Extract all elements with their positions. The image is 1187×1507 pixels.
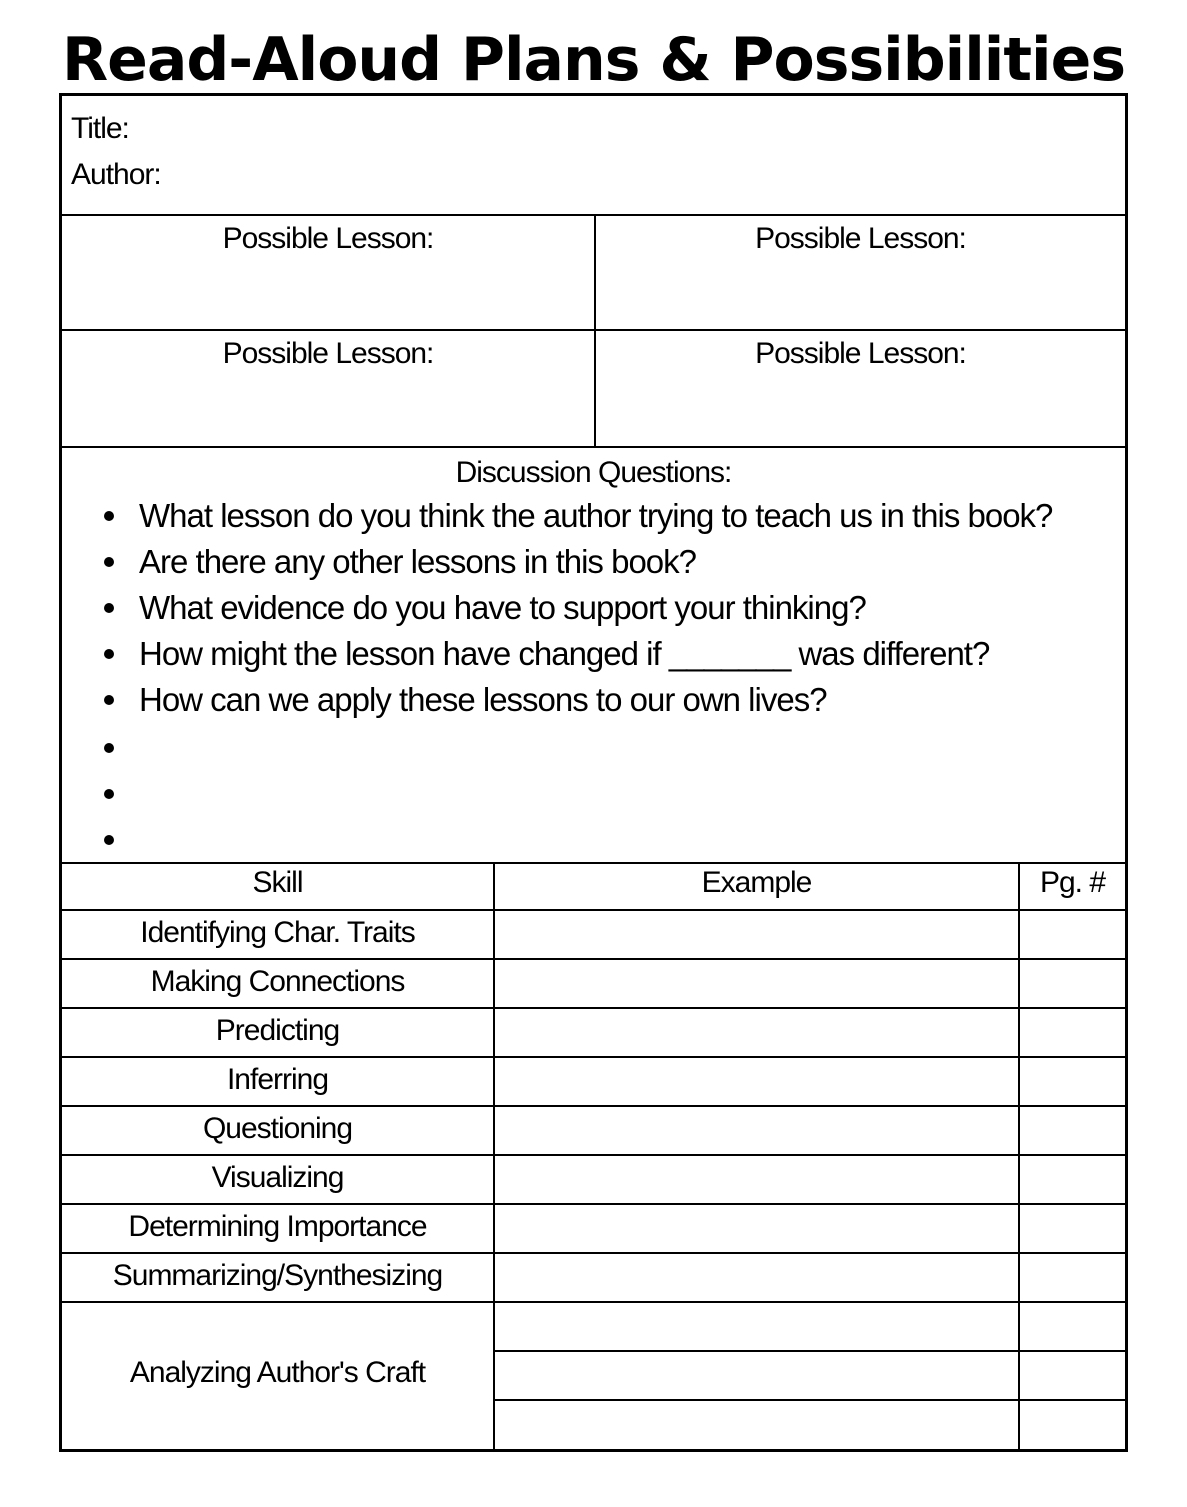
row-divider bbox=[62, 909, 1125, 911]
row-divider bbox=[62, 1154, 1125, 1156]
bullet-icon bbox=[104, 695, 114, 705]
skill-column-header: Skill bbox=[252, 866, 303, 899]
bullet-icon bbox=[104, 603, 114, 613]
page-column-header: Pg. # bbox=[1039, 866, 1106, 899]
question-text: What lesson do you think the author trying to teach us in this book? bbox=[139, 497, 1053, 534]
title-label: Title: bbox=[71, 112, 129, 145]
row-divider bbox=[62, 1203, 1125, 1205]
row-divider bbox=[62, 1252, 1125, 1254]
possible-lesson-box bbox=[62, 331, 596, 446]
skill-label: Predicting bbox=[215, 1014, 340, 1047]
possible-lesson-label: Possible Lesson: bbox=[755, 337, 966, 370]
question-text: What evidence do you have to support your thinking? bbox=[139, 589, 866, 626]
row-divider bbox=[493, 1350, 1125, 1352]
possible-lesson-box bbox=[596, 216, 1125, 331]
possible-lesson-box bbox=[62, 216, 596, 331]
question-item bbox=[104, 820, 139, 860]
skill-table bbox=[62, 862, 1125, 1449]
skill-label: Analyzing Author's Craft bbox=[129, 1356, 426, 1389]
question-text: How can we apply these lessons to our own lives? bbox=[139, 681, 827, 718]
worksheet-frame bbox=[59, 93, 1128, 1452]
possible-lesson-label: Possible Lesson: bbox=[755, 222, 966, 255]
question-text: Are there any other lessons in this book? bbox=[139, 543, 697, 580]
discussion-questions-section bbox=[62, 446, 1125, 864]
skill-label: Questioning bbox=[202, 1112, 353, 1145]
author-label: Author: bbox=[71, 158, 161, 191]
question-item bbox=[104, 634, 989, 674]
possible-lesson-label: Possible Lesson: bbox=[222, 222, 434, 255]
row-divider bbox=[62, 958, 1125, 960]
skill-label: Making Connections bbox=[150, 965, 405, 998]
possible-lesson-box bbox=[596, 331, 1125, 446]
bullet-icon bbox=[104, 789, 114, 799]
question-text: How might the lesson have changed if _______ was different? bbox=[139, 635, 990, 672]
question-item bbox=[104, 496, 1052, 536]
skill-label: Inferring bbox=[226, 1063, 329, 1096]
discussion-heading: Discussion Questions: bbox=[455, 456, 732, 489]
bullet-icon bbox=[104, 835, 114, 845]
row-divider bbox=[493, 1399, 1125, 1401]
row-divider bbox=[62, 1056, 1125, 1058]
page-title: Read-Aloud Plans & Possibilities bbox=[61, 25, 1126, 95]
book-info-section bbox=[62, 96, 1125, 216]
example-column-header: Example bbox=[701, 866, 812, 899]
question-item bbox=[104, 728, 139, 768]
question-item bbox=[104, 774, 139, 814]
bullet-icon bbox=[104, 649, 114, 659]
question-item bbox=[104, 680, 827, 720]
bullet-icon bbox=[104, 511, 114, 521]
skill-label: Identifying Char. Traits bbox=[140, 916, 415, 949]
skill-label: Summarizing/Synthesizing bbox=[112, 1259, 443, 1292]
row-divider bbox=[62, 1105, 1125, 1107]
question-item bbox=[104, 542, 696, 582]
possible-lesson-label: Possible Lesson: bbox=[222, 337, 434, 370]
row-divider bbox=[62, 1301, 1125, 1303]
skill-label: Visualizing bbox=[211, 1161, 344, 1194]
question-item bbox=[104, 588, 866, 628]
bullet-icon bbox=[104, 557, 114, 567]
skill-label: Determining Importance bbox=[128, 1210, 427, 1243]
bullet-icon bbox=[104, 743, 114, 753]
row-divider bbox=[62, 1007, 1125, 1009]
